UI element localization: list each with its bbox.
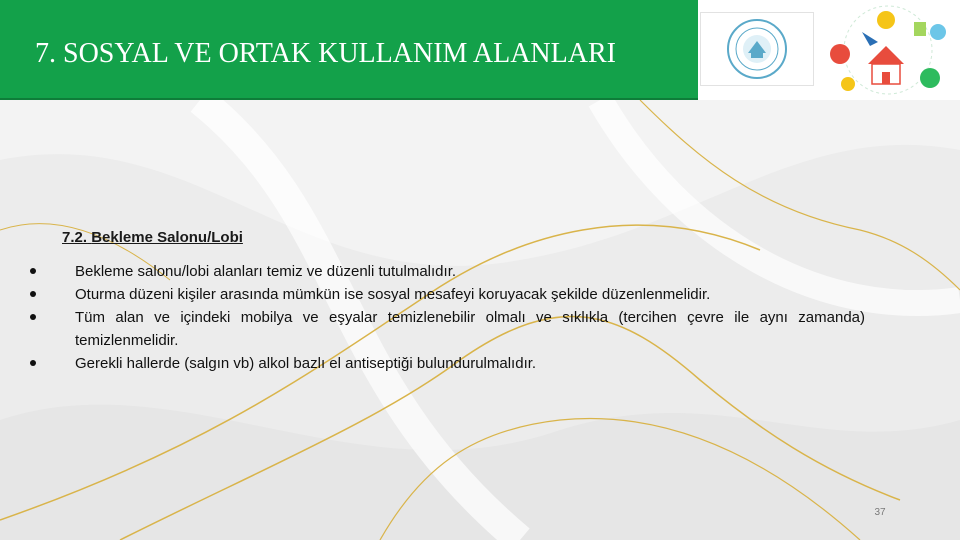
bullet-icon bbox=[30, 314, 36, 320]
list-item bbox=[0, 306, 865, 352]
title-bar bbox=[0, 0, 698, 100]
list-item-text: Bekleme salonu/lobi alanları temiz ve düzenli tutulmalıdır. bbox=[75, 263, 457, 280]
bullet-icon bbox=[30, 291, 36, 297]
list-item bbox=[0, 283, 865, 306]
list-item bbox=[0, 352, 865, 375]
page-title: 7. SOSYAL VE ORTAK KULLANIM ALANLARI bbox=[35, 38, 616, 69]
bullet-icon bbox=[30, 360, 36, 366]
list-item-text: Gerekli hallerde (salgın vb) alkol bazlı el antiseptiği bulundurulmalıdır. bbox=[75, 355, 537, 372]
list-item-text: Oturma düzeni kişiler arasında mümkün ise sosyal mesafeyi koruyacak şekilde düzenlenmelidir. bbox=[75, 286, 711, 303]
section-title: Bekleme Salonu/Lobi bbox=[91, 229, 243, 246]
bullet-icon bbox=[30, 268, 36, 274]
section-heading bbox=[62, 229, 243, 246]
school-seal-logo bbox=[700, 12, 814, 86]
list-item-text: Tüm alan ve içindeki mobilya ve eşyalar temizlenebilir olmalı ve sıklıkla (tercihen çevre ile aynı zamanda) temizlenmelidir. bbox=[75, 309, 865, 349]
section-number: 7.2. bbox=[62, 229, 88, 246]
social-areas-illustration bbox=[818, 2, 958, 98]
header bbox=[0, 0, 960, 100]
bullet-list bbox=[0, 260, 960, 375]
page-number: 37 bbox=[874, 507, 886, 518]
list-item bbox=[0, 260, 865, 283]
seal-icon bbox=[701, 13, 813, 85]
